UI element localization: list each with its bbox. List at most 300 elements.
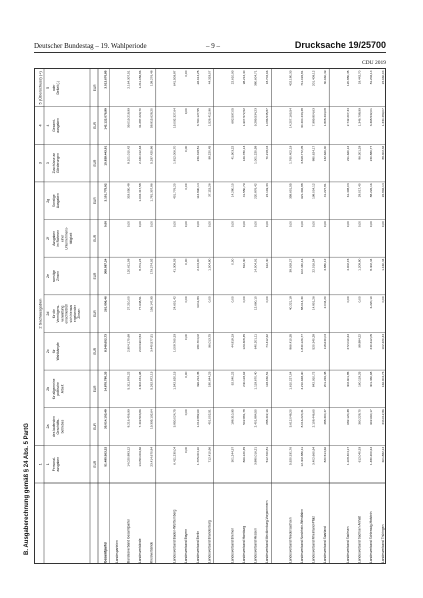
cell-value: 22.016,54 [311, 258, 316, 273]
column-number: 4 [46, 124, 50, 127]
cell-value: 41.903,22 [230, 145, 235, 160]
row-label: Landesverband Hessen [253, 528, 258, 563]
cell-value: 1.781.307,86 [149, 183, 154, 202]
cell-value: 380.604,71 [253, 70, 258, 86]
column-label: einer [60, 234, 65, 243]
row-label: Bundesverband Gesamtpartei [126, 519, 131, 563]
cell-value: 1.211.086,86 [138, 70, 143, 89]
column-number: 1 [46, 463, 50, 466]
header-left: Deutscher Bundestag – 19. Wahlperiode [34, 42, 147, 50]
cell-value: 0,00 [265, 221, 270, 228]
cell-value: 0,00 [184, 108, 189, 115]
cell-value: 27.210,00 [126, 296, 131, 311]
column-label: Unternehmens- [64, 226, 69, 250]
cell-value: 402.180,33 [288, 70, 293, 86]
cell-value: 211.660,12 [346, 145, 351, 162]
cell-value: 4.302.031,98 [138, 371, 143, 390]
cell-value: 401.330,68 [369, 371, 374, 388]
cell-value: -92.614,25 [195, 70, 200, 86]
column-label: politische [56, 382, 61, 396]
cell-value: 19.395.192,64 [149, 409, 154, 430]
cell-value: 35.014.103,49 [103, 409, 108, 430]
cell-value: 0,00 [380, 221, 385, 228]
column-label: Defizit (-) [56, 81, 61, 95]
cell-value: 18.702,66 [265, 70, 270, 85]
column-number: 3 [46, 162, 50, 165]
cell-value: 3.818.772,05 [299, 145, 304, 164]
cell-value: 0,00 [184, 145, 189, 152]
party-label: CDU 2019 [362, 60, 386, 66]
cell-value: 5.920.331,76 [288, 446, 293, 465]
cell-value: 0,00 [357, 221, 362, 228]
row-label: Landesverband Nordrhein-Westfalen [299, 509, 304, 563]
cell-value: 3.402.660,94 [311, 446, 316, 465]
row-label: Landesverband Sachsen [346, 526, 351, 563]
cell-value: 201.408,12 [311, 70, 316, 86]
cell-value: 401.776,20 [172, 183, 177, 199]
cell-value: 0,00 [195, 221, 200, 228]
cell-value: 28.017,40 [357, 183, 362, 198]
column-label: ausgaben [56, 456, 61, 472]
cell-value: 5.311.876,22 [126, 371, 131, 390]
column-label: für [52, 349, 56, 354]
cell-value: 512.760,81 [265, 446, 270, 463]
cell-value: 3.850.024,75 [172, 409, 177, 428]
cell-value: 0,00 [184, 446, 189, 453]
cell-value: 0,00 [184, 70, 189, 77]
cell-value: 126.780,13 [242, 145, 247, 162]
cell-value: 3.513.670,85 [103, 70, 108, 89]
cell-value: 0,00 [369, 221, 374, 228]
cell-value: 30.400.433,48 [299, 108, 304, 128]
cell-value: 0,00 [184, 221, 189, 228]
cell-value: 712.410,96 [207, 446, 212, 463]
cell-value: 1.008.760,33 [172, 333, 177, 353]
unit-label: EUR [92, 159, 97, 167]
cell-value: 120.611,08 [126, 258, 131, 274]
cell-value: 14.050.009,36 [138, 446, 143, 467]
cell-value: 4.011,83 [195, 296, 200, 309]
cell-value: 0,00 [357, 296, 362, 303]
column-label: tätigkeit [68, 232, 73, 245]
cell-value: 7.402.503,86 [138, 409, 143, 428]
cell-value: 0,00 [207, 221, 212, 228]
cell-value: 22.660,04 [380, 70, 385, 85]
cell-value: 38.918,27 [288, 258, 293, 273]
cell-value: 0,00 [184, 183, 189, 190]
cell-value: 0,00 [149, 221, 154, 228]
cell-value: 820.514,66 [322, 446, 327, 463]
row-label: Landesverband Berlin [195, 530, 200, 563]
cell-value: 240.612,05 [369, 333, 374, 350]
cell-value: 246.318,51 [195, 145, 200, 162]
cell-value: 2.104,00 [195, 258, 200, 271]
cell-value: 14.801,26 [311, 296, 316, 311]
cell-value: 41.308,05 [172, 258, 177, 273]
column-label: einschließlich [64, 303, 69, 324]
row-label: Landesverband Bayern [184, 528, 189, 563]
cell-value: 1.208,80 [357, 258, 362, 271]
cell-value: 2.108.446,60 [311, 409, 316, 428]
cell-value: 201.226,38 [322, 371, 327, 388]
cell-value: 12.402.880,11 [299, 446, 304, 467]
cell-value: 30.660,49 [322, 70, 327, 85]
cell-value: 98.212,40 [242, 70, 247, 85]
cell-value: 488.300,47 [322, 409, 327, 425]
cell-value: 7.989.804,63 [311, 108, 316, 127]
column-label: Geschäfts- [56, 418, 61, 435]
cell-value: 4.002,15 [346, 258, 351, 271]
column-label: des laufenden [52, 416, 56, 437]
cell-value: 88.014,30 [299, 296, 304, 311]
cell-value: 640.201,11 [253, 333, 258, 350]
cell-value: 8.216.406,99 [126, 409, 131, 428]
cell-value: 3.880.016,21 [253, 446, 258, 465]
cell-value: 2.401.884,50 [253, 409, 258, 428]
cell-value: 37.115,26 [207, 183, 212, 197]
cell-value: 0,00 [288, 221, 293, 228]
cell-value: 102.220,44 [380, 333, 385, 350]
cell-value: 2.904.170,68 [126, 333, 131, 353]
cell-value: 1.542.620,15 [172, 371, 177, 390]
cell-value: 1.840.126,77 [299, 333, 304, 353]
cell-value: 220.876,42 [253, 183, 258, 199]
row-label: Landesparteien [114, 540, 119, 563]
cell-value: 3.101.775,92 [103, 183, 108, 202]
cell-value: 118.030,51 [265, 371, 270, 387]
cell-value: 14.280,10 [230, 183, 235, 198]
cell-value: 26.806,14 [380, 183, 385, 198]
cell-value: 15.838.443,91 [103, 145, 108, 166]
cell-value: 3.760.127,55 [195, 108, 200, 127]
table-rotated-group [35, 69, 386, 564]
cell-value: 496.212,35 [195, 371, 200, 388]
cell-value: 44.818,19 [230, 333, 235, 348]
column-label: im Rahmen [56, 229, 61, 247]
group-header: 5 (Überschuss) (+) [37, 71, 43, 105]
cell-value: 180.704,02 [195, 333, 200, 350]
cell-value: 23.414.670,84 [149, 446, 154, 467]
unit-label: EUR [92, 460, 97, 468]
row-label: Landesverband Mecklenburg-Vorpommern [265, 500, 270, 563]
column-label: Ausgaben [56, 193, 61, 209]
column-label: Zinsen [56, 271, 61, 281]
cell-value: 88.402,32 [380, 145, 385, 160]
column-label: sonstige [52, 269, 56, 283]
cell-value: 612.040,33 [357, 446, 362, 463]
cell-value: 358.601,55 [288, 183, 293, 199]
cell-value: 12.660,10 [253, 296, 258, 311]
row-label: Landesverband Sachsen-Anhalt [357, 516, 362, 563]
column-label: Wahlkämpfe [56, 342, 61, 361]
unit-label: EUR [92, 84, 97, 92]
row-label: Landesverband Baden-Württemberg [172, 509, 177, 563]
expense-table [34, 68, 386, 564]
cell-value: 1.808.494,08 [322, 108, 327, 127]
cell-value: 1.526.412,96 [207, 108, 212, 127]
cell-value: 1.330.489,07 [380, 108, 385, 127]
row-label: Landesverband Schleswig-Holstein [369, 511, 374, 563]
cell-value: 1.004,80 [207, 258, 212, 271]
cell-value: 138.276,48 [149, 70, 154, 86]
cell-value: 2.003.904,54 [138, 333, 143, 353]
cell-value: 272.010,64 [346, 333, 351, 350]
unit-label: EUR [92, 122, 97, 129]
cell-value: 261.006,46 [103, 296, 108, 312]
column-label: für allgemeine [52, 378, 56, 400]
unit-label: EUR [92, 310, 97, 318]
cell-value: 5.262.872,13 [149, 371, 154, 390]
cell-value: 160.118,25 [357, 371, 362, 387]
unit-label: EUR [92, 385, 97, 393]
cell-value: 132.660,40 [322, 145, 327, 162]
cell-value: 682.120,38 [346, 409, 351, 425]
cell-value: 9.289.534,23 [253, 108, 258, 127]
column-number: 2f [46, 236, 50, 240]
cell-value: 1.907.572,52 [242, 108, 247, 127]
header-rule [34, 52, 386, 53]
cell-value: 102.440,16 [299, 258, 304, 275]
cell-value: 240.880,77 [369, 145, 374, 162]
cell-value: 601.882,14 [380, 446, 385, 463]
cell-value: 198.004,12 [311, 183, 316, 199]
cell-value: 921.306,88 [299, 183, 304, 199]
cell-value: 1.118.670,40 [253, 371, 258, 390]
cell-value: 2.044,20 [322, 296, 327, 309]
cell-value: 0,00 [265, 296, 270, 303]
cell-value: 0,00 [184, 258, 189, 265]
cell-value: 1.001.220,58 [253, 145, 258, 164]
page-number: – 9 – [206, 42, 220, 50]
cell-value: 0,00 [172, 221, 177, 228]
cell-value: 240.118,62 [242, 371, 247, 387]
cell-value: 1.346.798,99 [357, 108, 362, 127]
cell-value: 866.120,45 [242, 446, 247, 463]
cell-value: 2.440.012,63 [138, 145, 143, 164]
cell-value: 6.220,10 [369, 296, 374, 309]
cell-value: 120.880,45 [346, 70, 351, 86]
cell-value: 0,00 [299, 221, 304, 228]
cell-value: 1.002.417,58 [138, 183, 143, 202]
row-label: Landesverbände [138, 538, 143, 563]
cell-value: 682.597,05 [230, 108, 235, 124]
cell-value: 179.274,92 [149, 258, 154, 275]
cell-value: 188.310,95 [230, 409, 235, 425]
group-header: 3 [37, 161, 43, 165]
cell-value: 15.092.327,64 [172, 108, 177, 128]
cell-value: 44.318,07 [207, 70, 212, 85]
cell-value: 88.226,16 [369, 183, 374, 198]
cell-value: 812,30 [242, 258, 247, 269]
cell-value: 77.648,51 [138, 296, 143, 311]
cell-value: 0,00 [230, 258, 235, 265]
unit-label: EUR [92, 423, 97, 430]
cell-value: 14.004,91 [253, 258, 258, 273]
column-label: oder [52, 84, 56, 92]
cell-value: 142.122.076,89 [103, 108, 108, 130]
cell-value: 301.244,37 [230, 446, 235, 463]
cell-value: 0,00 [184, 333, 189, 340]
cell-value: 1.480.200,64 [369, 446, 374, 465]
cell-value: 0,00 [230, 296, 235, 303]
unit-label: EUR [92, 272, 97, 280]
cell-value: 0,00 [184, 371, 189, 378]
row-label: Landesverband Rheinland-Pfalz [311, 516, 316, 563]
unit-label: EUR [92, 347, 97, 355]
cell-value: 6.411.230,04 [172, 446, 177, 465]
page-header [34, 40, 386, 52]
cell-value: 641.509,87 [172, 70, 177, 86]
cell-value: 880.624,17 [311, 145, 316, 162]
column-label: Zuschüsse an [52, 152, 56, 174]
column-number: 2d [46, 311, 50, 316]
column-label: ausgaben [56, 118, 61, 133]
document-number: Drucksache 19/25700 [294, 40, 386, 50]
column-number: 5 [46, 86, 50, 89]
cell-value: 39.019.218,99 [126, 108, 131, 128]
column-label: ergebender [73, 305, 77, 323]
row-label: Landesverband Hamburg [242, 525, 247, 563]
cell-value: 344.012,86 [380, 409, 385, 425]
cell-value: 1.760.402,19 [288, 145, 293, 164]
cell-value: 129.308,45 [242, 333, 247, 350]
row-label: Landesverband Brandenburg [207, 520, 212, 563]
column-label: Zinsen [77, 308, 82, 319]
cell-value: 70.218,04 [265, 145, 270, 160]
cell-value: 156.147,95 [149, 296, 154, 312]
cell-value: 0,00 [230, 221, 235, 228]
cell-value: 1.812.006,70 [172, 145, 177, 164]
cell-value: 3.368.532,01 [369, 108, 374, 127]
cell-value: 0,00 [253, 221, 258, 228]
cell-value: 0,00 [138, 221, 143, 228]
cell-value: 22.109,33 [265, 183, 270, 198]
column-label: betriebes [60, 419, 65, 434]
cell-value: 401.002,51 [207, 409, 212, 425]
cell-value: 96.013,75 [207, 333, 212, 348]
cell-value: 14.876.780,33 [103, 371, 108, 392]
cell-value: 502.881,78 [242, 409, 247, 425]
cell-value: 711.026,81 [299, 70, 304, 86]
column-label: Personal- [52, 457, 56, 472]
column-label: verwaltung [60, 305, 65, 322]
column-number: 2c [46, 349, 50, 354]
section-title: B. Ausgaberechnung gemäß § 24 Abs. 5 PartG [24, 423, 30, 555]
cell-value: 112.890,14 [195, 183, 200, 199]
cell-value: 1.610.227,04 [288, 371, 293, 390]
cell-value: 51.485.563,32 [103, 446, 108, 467]
cell-value: 0,00 [346, 221, 351, 228]
column-label: Gliederungen [56, 153, 61, 173]
row-label: Landesverband Niedersachsen [288, 517, 293, 563]
cell-value: 18.442,70 [357, 70, 362, 85]
column-label: Sonstige [52, 194, 56, 208]
cell-value: 0,00 [380, 296, 385, 303]
cell-value: 1.108.404,17 [346, 446, 351, 465]
cell-value: 0,00 [322, 221, 327, 228]
column-label: Arbeit [60, 384, 65, 394]
cell-value: 902.660,17 [369, 409, 374, 425]
cell-value: 1.705.004,10 [195, 446, 200, 465]
group-header: 4 [37, 124, 43, 127]
cell-value: 842.910,72 [311, 371, 316, 388]
column-number: 2g [46, 198, 50, 203]
cell-value: 31.287.229,70 [138, 108, 143, 128]
cell-value: 0,00 [126, 221, 131, 228]
cell-value: 1.086.545,87 [265, 108, 270, 127]
row-label: Gesamtpartei [103, 541, 108, 563]
column-label: für die [52, 309, 56, 319]
column-label: Ausgaben [52, 230, 56, 246]
cell-value: 1.160,44 [380, 258, 385, 271]
cell-value: 118.640,04 [322, 333, 327, 350]
row-label: Landesverband Thüringen [380, 524, 385, 563]
cell-value: 2.742.207,34 [346, 108, 351, 127]
cell-value: 0,00 [207, 296, 212, 303]
cell-value: 8.701,24 [138, 258, 143, 271]
column-label: Gesamt- [52, 119, 56, 132]
cell-value: 98.220,45 [207, 145, 212, 160]
cell-value: 3.210.668,90 [299, 371, 304, 390]
cell-value: 402.601,85 [346, 371, 351, 388]
row-label: Landesverband Saarland [322, 526, 327, 563]
cell-value: 0,00 [184, 296, 189, 303]
cell-value: 8.402,44 [369, 258, 374, 271]
cell-value: 8.348.652,73 [103, 333, 108, 353]
cell-value: 0,00 [184, 409, 189, 416]
cell-value: 520.340,28 [311, 333, 316, 350]
cell-value: 318.050,48 [126, 183, 131, 199]
cell-value: 86.301,29 [357, 145, 362, 160]
cell-value: 180.644,23 [207, 371, 212, 388]
cell-value: 3.612.048,20 [288, 409, 293, 428]
cell-value: 0,00 [103, 221, 108, 228]
cell-value: 8.101.010,42 [126, 145, 131, 164]
cell-value: 288.402,16 [265, 409, 270, 425]
column-number: 2a [46, 424, 50, 429]
cell-value: 166.004,73 [380, 371, 385, 388]
cell-value: 0,00 [242, 296, 247, 303]
expense-table-grid [35, 69, 386, 564]
cell-value: 81.206,14 [369, 70, 374, 85]
cell-value: 92.040,22 [230, 371, 235, 386]
cell-value: 58.815.628,20 [149, 108, 154, 128]
row-label: Landesverband Bremen [230, 527, 235, 563]
cell-value: 74.412,62 [265, 333, 270, 348]
cell-value: 866.410,35 [288, 333, 293, 350]
group-header: 2 Sachausgaben [37, 298, 43, 329]
cell-value: 308.587,24 [103, 258, 108, 275]
group-header: 1 [37, 463, 43, 466]
cell-value: 612,40 [265, 258, 270, 269]
cell-value: 0,00 [311, 221, 316, 228]
row-label: Kreisverbände [149, 541, 154, 563]
cell-value: 360.228,70 [357, 409, 362, 425]
cell-value: 2.164.307,51 [126, 70, 131, 89]
column-number: 2e [46, 274, 50, 278]
cell-value: 98.884,22 [357, 333, 362, 348]
column-label: sich hieraus [68, 304, 73, 323]
column-number: 2b [46, 386, 50, 391]
cell-value: 5.297.420,86 [149, 145, 154, 164]
cell-value: 1.012.882,60 [195, 409, 200, 428]
cell-value: 22.610,93 [230, 70, 235, 85]
cell-value: 3.440.577,51 [149, 333, 154, 353]
cell-value: 41.227,81 [322, 183, 327, 198]
cell-value: 3.880,12 [322, 258, 327, 271]
cell-value: 40.221,18 [288, 296, 293, 311]
cell-value: 14.020.883,12 [126, 446, 131, 467]
